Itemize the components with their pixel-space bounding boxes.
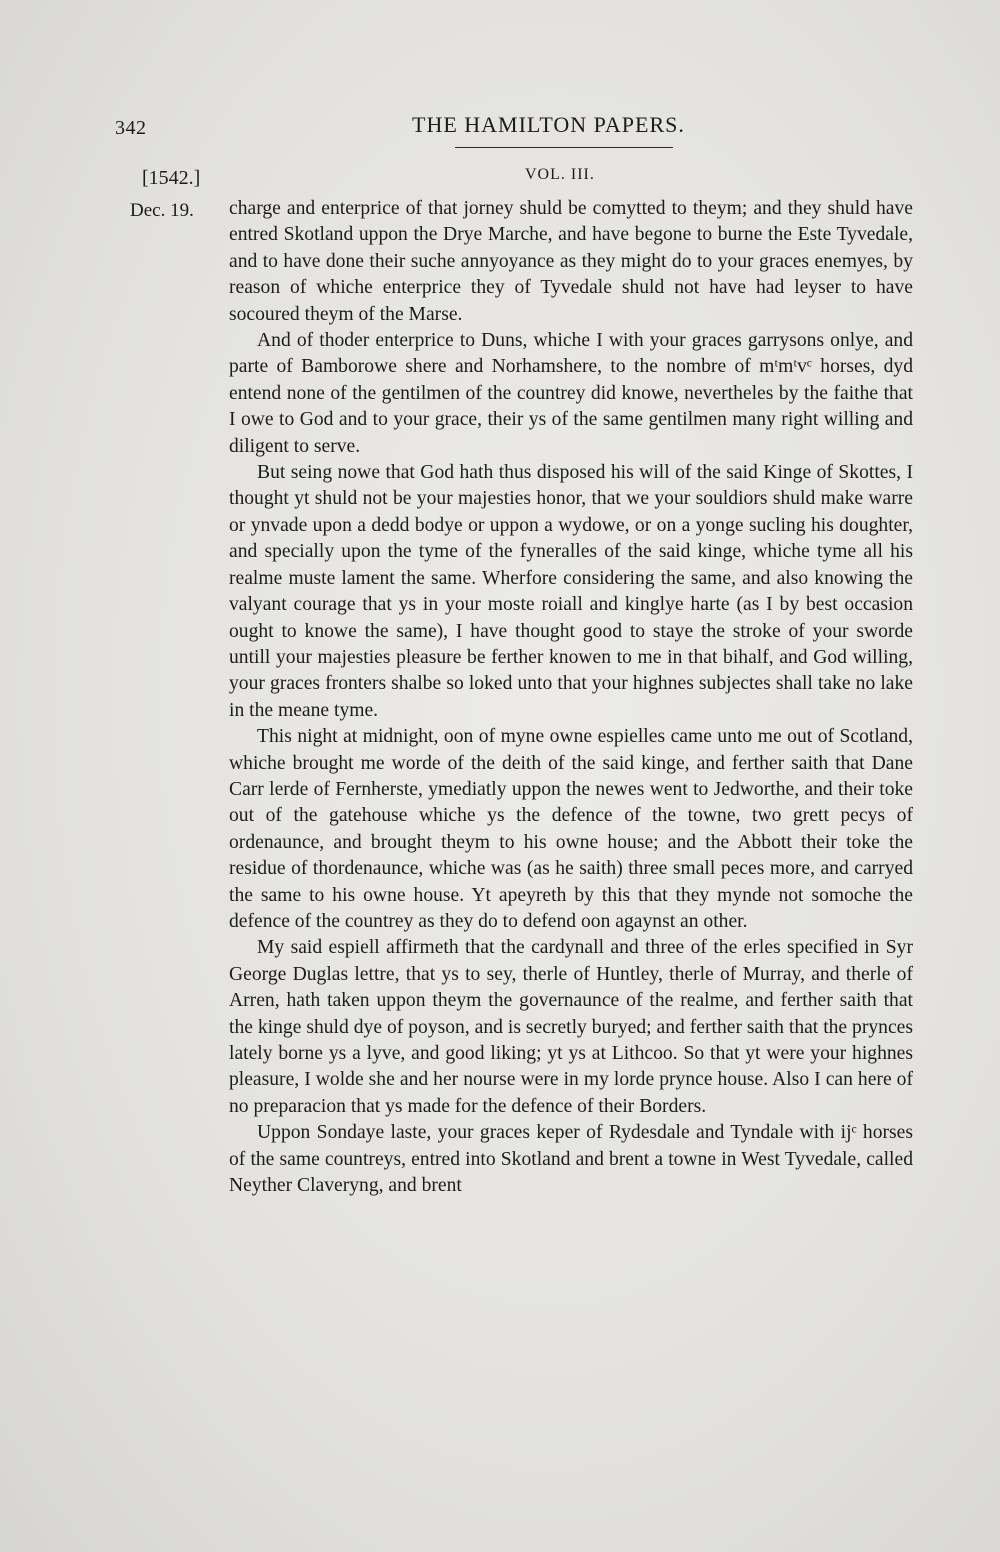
paragraph-1: charge and enterprice of that jorney shuld be comytted to theym; and they shuld have entred Skotland uppon the Drye Marche, and have begone to burne the Este Tyvedale, and to have done their suche annyoyance as they might do to your graces enemyes, by reason of whiche enterprice they of Tyvedale shuld not have had leyser to have socoured theym of the Marse. [229,198,913,325]
paragraph-5: My said espiell affirmeth that the cardynall and three of the erles specified in Syr George Duglas lettre, that ys to sey, therle of Huntley, therle of Murray, and therle of Arren, hath taken uppon theym the governaunce of the realme, and ferther saith that the kinge shuld dye of poyson, and is secretly buryed; and ferther saith that the prynces lately borne ys a lyve, and good liking; yt ys at Lithcoo. So that yt were your highnes pleasure, I wolde she and her nourse were in my lorde prynce house. Also I can here of no preparacion that ys made for the defence of their Borders. [229,937,913,1117]
paragraph-2: And of thoder enterprice to Duns, whiche I with your graces garrysons onlye, and parte of Bamborowe shere and Norhamshere, to the nombre of mᵗmᵗvᶜ horses, dyd entend none of the gentilmen of the countrey did knowe, nevertheles by the faithe that I owe to God and to your grace, their ys of the same gentilmen many right willing and diligent to serve. [229,330,913,457]
running-head: THE HAMILTON PAPERS. [412,112,685,137]
margin-date: Dec. 19. [130,200,194,221]
page-number: 342 [115,117,147,139]
paragraph-6: Uppon Sondaye laste, your graces keper of Rydesdale and Tyndale with ijᶜ horses of the same countreys, entred into Skotland and brent a towne in West Tyvedale, called Neyther Claveryng, and brent [229,1122,913,1197]
year-marker: [1542.] [142,167,201,189]
volume-label: VOL. III. [525,166,595,183]
paragraph-4: This night at midnight, oon of myne owne espielles came unto me out of Scotland, whiche brought me worde of the deith of the said kinge, and ferther saith that Dane Carr lerde of Fernherste, ymediatly uppon the newes went to Jedworthe, and their toke out of the gatehouse whiche ys the defence of the towne, two grett pecys of ordenaunce, and brought theym to his owne house; and the Abbott their toke the residue of thordenaunce, whiche was (as he saith) three small peces more, and carryed the same to his owne house. Yt apeyreth by this that they mynde not somoche the defence of the countrey as they do to defend oon agaynst an other. [229,726,913,932]
paragraph-3: But seing nowe that God hath thus disposed his will of the said Kinge of Skottes, I thought yt shuld not be your majesties honor, that we your souldiors shuld make warre or ynvade upon a dedd bodye or uppon a wydowe, or on a yonge sucling his doughter, and specially upon the tyme of the fyneralles of the said kinge, whiche tyme all his realme muste lament the same. Wherfore considering the same, and also knowing the valyant courage that ys in your moste roiall and kinglye harte (as I by best occasion ought to knowe the same), I have thought good to staye the stroke of your sworde untill your majesties pleasure be ferther knowen to me in that bihalf, and God willing, your graces fronters shalbe so loked unto that your highnes subjectes shall take no lake in the meane tyme. [229,462,913,721]
body-text [229,196,913,1199]
header-rule [455,147,673,148]
